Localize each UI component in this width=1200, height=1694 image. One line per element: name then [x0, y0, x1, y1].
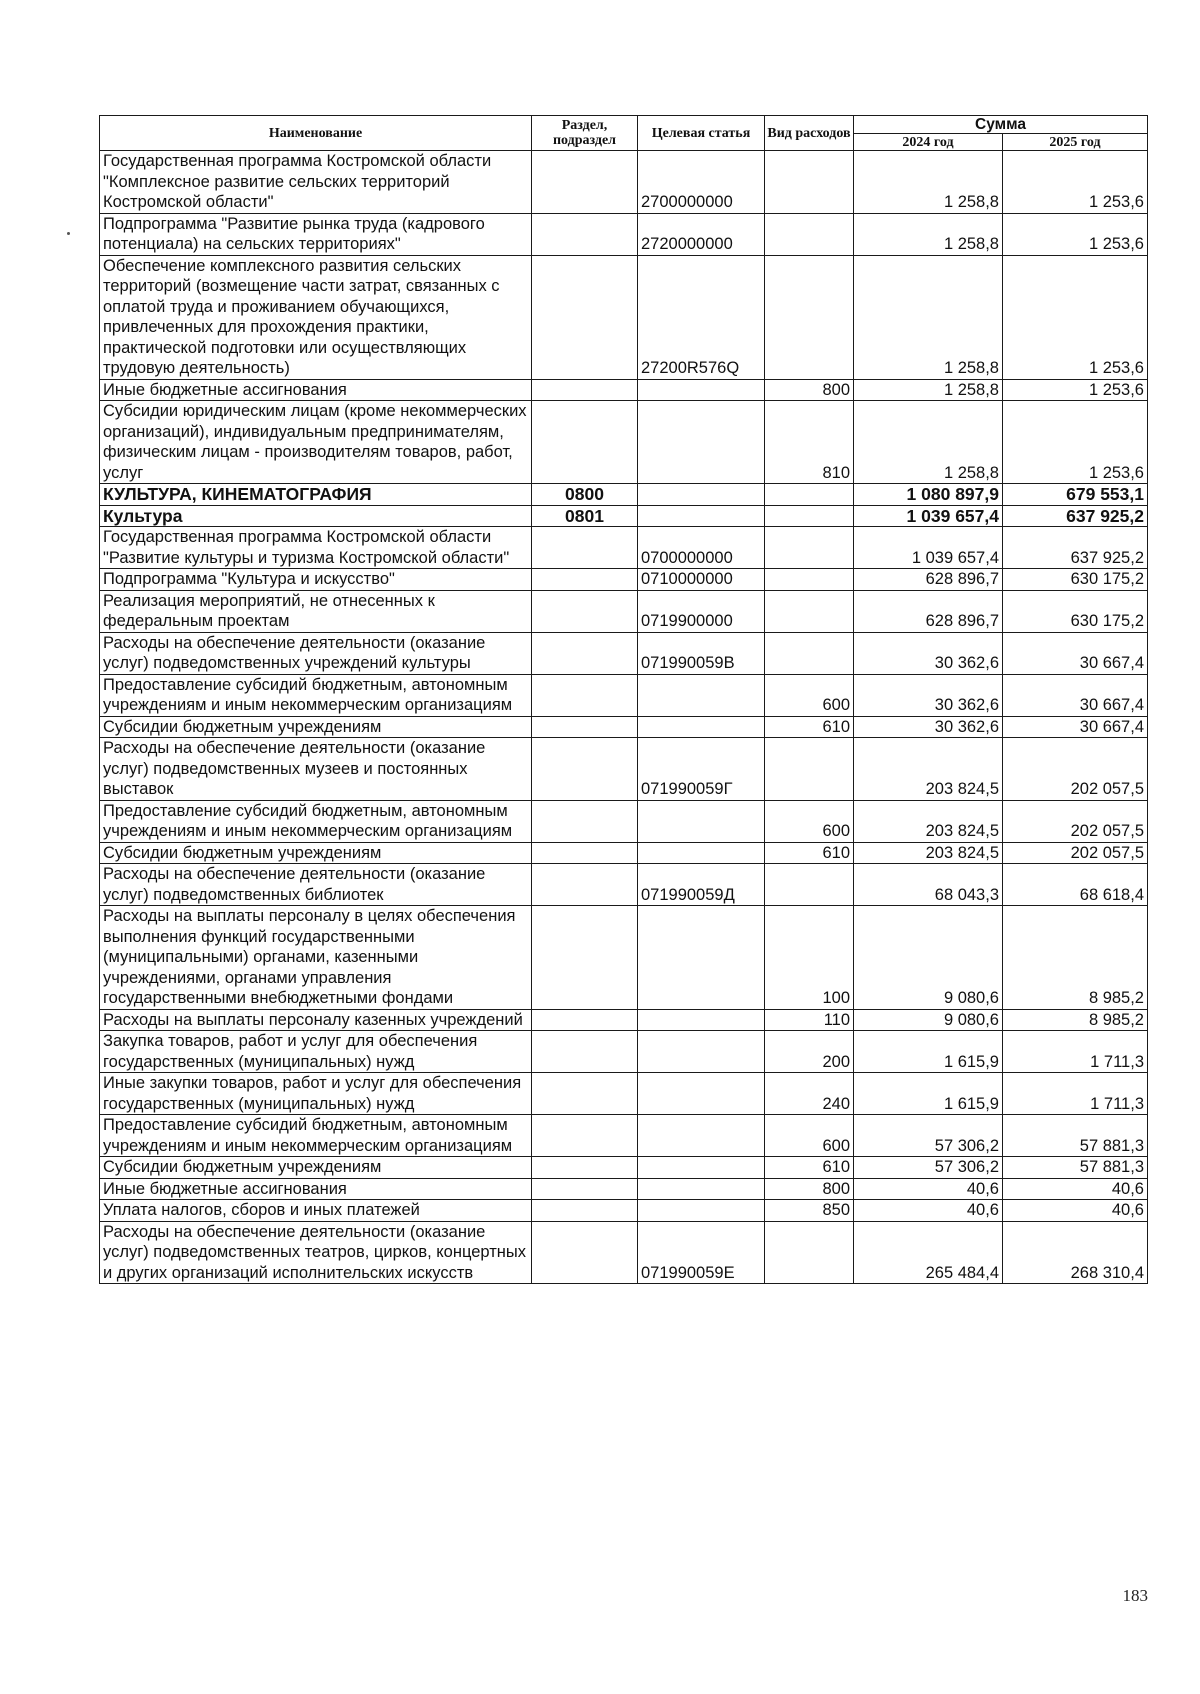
- row-target: [638, 484, 765, 506]
- row-sum-2025: 1 253,6: [1003, 379, 1148, 401]
- row-kind: [765, 590, 854, 632]
- table-row: [100, 1115, 1148, 1157]
- row-sum-2025: 1 253,6: [1003, 213, 1148, 255]
- row-target: [638, 1031, 765, 1073]
- row-name: Субсидии бюджетным учреждениям: [100, 716, 532, 738]
- page-number: 183: [1122, 1586, 1148, 1605]
- row-name: Уплата налогов, сборов и иных платежей: [100, 1200, 532, 1222]
- row-section: [532, 151, 638, 214]
- row-section: [532, 213, 638, 255]
- table-row: [100, 379, 1148, 401]
- row-name: Культура: [100, 505, 532, 527]
- row-sum-2025: 1 711,3: [1003, 1031, 1148, 1073]
- row-kind: 240: [765, 1073, 854, 1115]
- row-section: [532, 864, 638, 906]
- row-target: 071990059Е: [638, 1221, 765, 1284]
- row-sum-2024: 1 258,8: [854, 151, 1003, 214]
- row-target: [638, 401, 765, 484]
- row-name: Субсидии бюджетным учреждениям: [100, 842, 532, 864]
- row-section: [532, 1115, 638, 1157]
- table-row: [100, 151, 1148, 214]
- row-section: [532, 569, 638, 591]
- row-sum-2024: 30 362,6: [854, 674, 1003, 716]
- row-section: [532, 401, 638, 484]
- table-row: [100, 569, 1148, 591]
- row-kind: [765, 738, 854, 801]
- row-sum-2025: 1 711,3: [1003, 1073, 1148, 1115]
- row-sum-2024: 1 258,8: [854, 401, 1003, 484]
- row-kind: [765, 484, 854, 506]
- row-sum-2024: 30 362,6: [854, 632, 1003, 674]
- row-section: [532, 800, 638, 842]
- row-sum-2024: 628 896,7: [854, 569, 1003, 591]
- row-target: [638, 1157, 765, 1179]
- row-sum-2024: 203 824,5: [854, 842, 1003, 864]
- header-kind: Вид расходов: [765, 116, 854, 151]
- row-name: Предоставление субсидий бюджетным, автономным учреждениям и иным некоммерческим организациям: [100, 1115, 532, 1157]
- row-sum-2024: 40,6: [854, 1178, 1003, 1200]
- table-row: [100, 255, 1148, 379]
- table-row: [100, 864, 1148, 906]
- row-sum-2025: 40,6: [1003, 1178, 1148, 1200]
- row-kind: [765, 213, 854, 255]
- row-section: [532, 255, 638, 379]
- row-sum-2025: 637 925,2: [1003, 527, 1148, 569]
- row-target: 071990059В: [638, 632, 765, 674]
- table-row: [100, 674, 1148, 716]
- row-name: Субсидии юридическим лицам (кроме некоммерческих организаций), индивидуальным предпринимателям, физическим лицам - производителям товаров, работ, услуг: [100, 401, 532, 484]
- row-name: Государственная программа Костромской области "Комплексное развитие сельских территорий Костромской области": [100, 151, 532, 214]
- row-target: [638, 1200, 765, 1222]
- row-kind: [765, 1221, 854, 1284]
- row-sum-2025: 268 310,4: [1003, 1221, 1148, 1284]
- table-body: [100, 151, 1148, 1284]
- row-kind: [765, 632, 854, 674]
- row-kind: 600: [765, 674, 854, 716]
- header-section: Раздел, подраздел: [532, 116, 638, 151]
- row-target: [638, 842, 765, 864]
- table-row: [100, 527, 1148, 569]
- row-name: Государственная программа Костромской области "Развитие культуры и туризма Костромской области": [100, 527, 532, 569]
- row-target: [638, 716, 765, 738]
- row-kind: [765, 527, 854, 569]
- row-sum-2024: 57 306,2: [854, 1157, 1003, 1179]
- row-target: 2720000000: [638, 213, 765, 255]
- row-name: Подпрограмма "Культура и искусство": [100, 569, 532, 591]
- row-target: 071990059Д: [638, 864, 765, 906]
- row-sum-2025: 30 667,4: [1003, 716, 1148, 738]
- row-name: Предоставление субсидий бюджетным, автономным учреждениям и иным некоммерческим организациям: [100, 674, 532, 716]
- row-kind: 610: [765, 842, 854, 864]
- row-target: 0710000000: [638, 569, 765, 591]
- row-target: [638, 674, 765, 716]
- table-row: [100, 716, 1148, 738]
- header-year-2024: 2024 год: [854, 134, 1003, 151]
- row-section: [532, 1178, 638, 1200]
- row-sum-2025: 8 985,2: [1003, 1009, 1148, 1031]
- row-kind: [765, 569, 854, 591]
- row-sum-2024: 628 896,7: [854, 590, 1003, 632]
- row-section: [532, 716, 638, 738]
- row-sum-2024: 203 824,5: [854, 800, 1003, 842]
- row-section: [532, 590, 638, 632]
- row-name: Расходы на обеспечение деятельности (оказание услуг) подведомственных театров, цирков, концертных и других организаций исполнительских искусств: [100, 1221, 532, 1284]
- table-row: [100, 590, 1148, 632]
- row-target: 0700000000: [638, 527, 765, 569]
- row-sum-2024: 9 080,6: [854, 906, 1003, 1010]
- row-target: 0719900000: [638, 590, 765, 632]
- row-target: 2700000000: [638, 151, 765, 214]
- row-sum-2025: 1 253,6: [1003, 151, 1148, 214]
- row-kind: [765, 255, 854, 379]
- table-row: [100, 1157, 1148, 1179]
- row-sum-2025: 202 057,5: [1003, 738, 1148, 801]
- row-sum-2024: 1 039 657,4: [854, 505, 1003, 527]
- row-section: [532, 674, 638, 716]
- row-name: Реализация мероприятий, не отнесенных к федеральным проектам: [100, 590, 532, 632]
- row-name: Предоставление субсидий бюджетным, автономным учреждениям и иным некоммерческим организациям: [100, 800, 532, 842]
- row-sum-2024: 1 615,9: [854, 1073, 1003, 1115]
- row-name: Закупка товаров, работ и услуг для обеспечения государственных (муниципальных) нужд: [100, 1031, 532, 1073]
- table-row: [100, 1178, 1148, 1200]
- table-row: [100, 906, 1148, 1010]
- row-sum-2024: 1 039 657,4: [854, 527, 1003, 569]
- table-row: [100, 1073, 1148, 1115]
- row-sum-2024: 57 306,2: [854, 1115, 1003, 1157]
- row-section: [532, 379, 638, 401]
- row-sum-2024: 265 484,4: [854, 1221, 1003, 1284]
- row-target: [638, 1178, 765, 1200]
- row-target: [638, 1073, 765, 1115]
- row-section: [532, 1073, 638, 1115]
- row-name: Расходы на обеспечение деятельности (оказание услуг) подведомственных библиотек: [100, 864, 532, 906]
- row-name: Иные закупки товаров, работ и услуг для обеспечения государственных (муниципальных) нужд: [100, 1073, 532, 1115]
- row-section: [532, 1200, 638, 1222]
- row-target: [638, 906, 765, 1010]
- row-kind: 610: [765, 1157, 854, 1179]
- row-sum-2024: 1 258,8: [854, 255, 1003, 379]
- row-kind: 600: [765, 1115, 854, 1157]
- row-kind: 850: [765, 1200, 854, 1222]
- row-sum-2024: 68 043,3: [854, 864, 1003, 906]
- row-sum-2025: 30 667,4: [1003, 674, 1148, 716]
- row-name: Иные бюджетные ассигнования: [100, 1178, 532, 1200]
- row-sum-2025: 30 667,4: [1003, 632, 1148, 674]
- table-row: [100, 505, 1148, 527]
- row-kind: 610: [765, 716, 854, 738]
- row-target: 27200R576Q: [638, 255, 765, 379]
- table-row: [100, 401, 1148, 484]
- row-sum-2025: 202 057,5: [1003, 800, 1148, 842]
- row-sum-2024: 203 824,5: [854, 738, 1003, 801]
- table-row: [100, 800, 1148, 842]
- table-row: [100, 484, 1148, 506]
- row-name: Иные бюджетные ассигнования: [100, 379, 532, 401]
- table-row: [100, 738, 1148, 801]
- row-name: Подпрограмма "Развитие рынка труда (кадрового потенциала) на сельских территориях": [100, 213, 532, 255]
- row-target: [638, 800, 765, 842]
- row-section: [532, 906, 638, 1010]
- row-section: [532, 1031, 638, 1073]
- row-section: 0801: [532, 505, 638, 527]
- row-name: КУЛЬТУРА, КИНЕМАТОГРАФИЯ: [100, 484, 532, 506]
- header-name: Наименование: [100, 116, 532, 151]
- row-target: [638, 505, 765, 527]
- row-kind: 800: [765, 379, 854, 401]
- row-section: [532, 738, 638, 801]
- row-target: [638, 1115, 765, 1157]
- row-kind: [765, 151, 854, 214]
- row-sum-2025: 40,6: [1003, 1200, 1148, 1222]
- row-sum-2025: 1 253,6: [1003, 255, 1148, 379]
- row-sum-2025: 1 253,6: [1003, 401, 1148, 484]
- row-section: [532, 527, 638, 569]
- table-row: [100, 213, 1148, 255]
- row-kind: [765, 864, 854, 906]
- table-row: [100, 1221, 1148, 1284]
- row-target: [638, 379, 765, 401]
- header-sum: Сумма: [854, 116, 1148, 134]
- table-row: [100, 1031, 1148, 1073]
- row-sum-2025: 57 881,3: [1003, 1115, 1148, 1157]
- row-sum-2025: 630 175,2: [1003, 569, 1148, 591]
- row-sum-2025: 8 985,2: [1003, 906, 1148, 1010]
- row-kind: [765, 505, 854, 527]
- row-sum-2024: 40,6: [854, 1200, 1003, 1222]
- row-sum-2025: 202 057,5: [1003, 842, 1148, 864]
- row-sum-2024: 30 362,6: [854, 716, 1003, 738]
- row-kind: 810: [765, 401, 854, 484]
- budget-table: [99, 115, 1148, 1284]
- row-kind: 110: [765, 1009, 854, 1031]
- row-target: 071990059Г: [638, 738, 765, 801]
- table-row: [100, 1009, 1148, 1031]
- scan-speck: [67, 232, 70, 235]
- row-name: Обеспечение комплексного развития сельских территорий (возмещение части затрат, связанных с оплатой труда и проживанием обучающихся, привлеченных для прохождения практики, практической подготовки или осуществляющих трудовую деятельность): [100, 255, 532, 379]
- table-row: [100, 1200, 1148, 1222]
- row-section: [532, 1009, 638, 1031]
- row-kind: 600: [765, 800, 854, 842]
- table-row: [100, 842, 1148, 864]
- table-row: [100, 632, 1148, 674]
- row-name: Субсидии бюджетным учреждениям: [100, 1157, 532, 1179]
- row-section: [532, 842, 638, 864]
- row-kind: 100: [765, 906, 854, 1010]
- row-sum-2024: 1 080 897,9: [854, 484, 1003, 506]
- header-year-2025: 2025 год: [1003, 134, 1148, 151]
- row-kind: 800: [765, 1178, 854, 1200]
- row-name: Расходы на обеспечение деятельности (оказание услуг) подведомственных музеев и постоянных выставок: [100, 738, 532, 801]
- row-sum-2025: 637 925,2: [1003, 505, 1148, 527]
- row-sum-2025: 68 618,4: [1003, 864, 1148, 906]
- row-section: [532, 1221, 638, 1284]
- row-sum-2024: 9 080,6: [854, 1009, 1003, 1031]
- row-name: Расходы на обеспечение деятельности (оказание услуг) подведомственных учреждений культуры: [100, 632, 532, 674]
- row-section: [532, 632, 638, 674]
- header-target: Целевая статья: [638, 116, 765, 151]
- row-sum-2024: 1 615,9: [854, 1031, 1003, 1073]
- row-kind: 200: [765, 1031, 854, 1073]
- row-sum-2025: 57 881,3: [1003, 1157, 1148, 1179]
- row-target: [638, 1009, 765, 1031]
- row-sum-2024: 1 258,8: [854, 213, 1003, 255]
- row-section: [532, 1157, 638, 1179]
- row-sum-2025: 679 553,1: [1003, 484, 1148, 506]
- row-sum-2025: 630 175,2: [1003, 590, 1148, 632]
- row-section: 0800: [532, 484, 638, 506]
- table-header: [100, 116, 1148, 151]
- row-name: Расходы на выплаты персоналу казенных учреждений: [100, 1009, 532, 1031]
- row-name: Расходы на выплаты персоналу в целях обеспечения выполнения функций государственными (муниципальными) органами, казенными учреждениями, органами управления государственными внебюджетными фондами: [100, 906, 532, 1010]
- row-sum-2024: 1 258,8: [854, 379, 1003, 401]
